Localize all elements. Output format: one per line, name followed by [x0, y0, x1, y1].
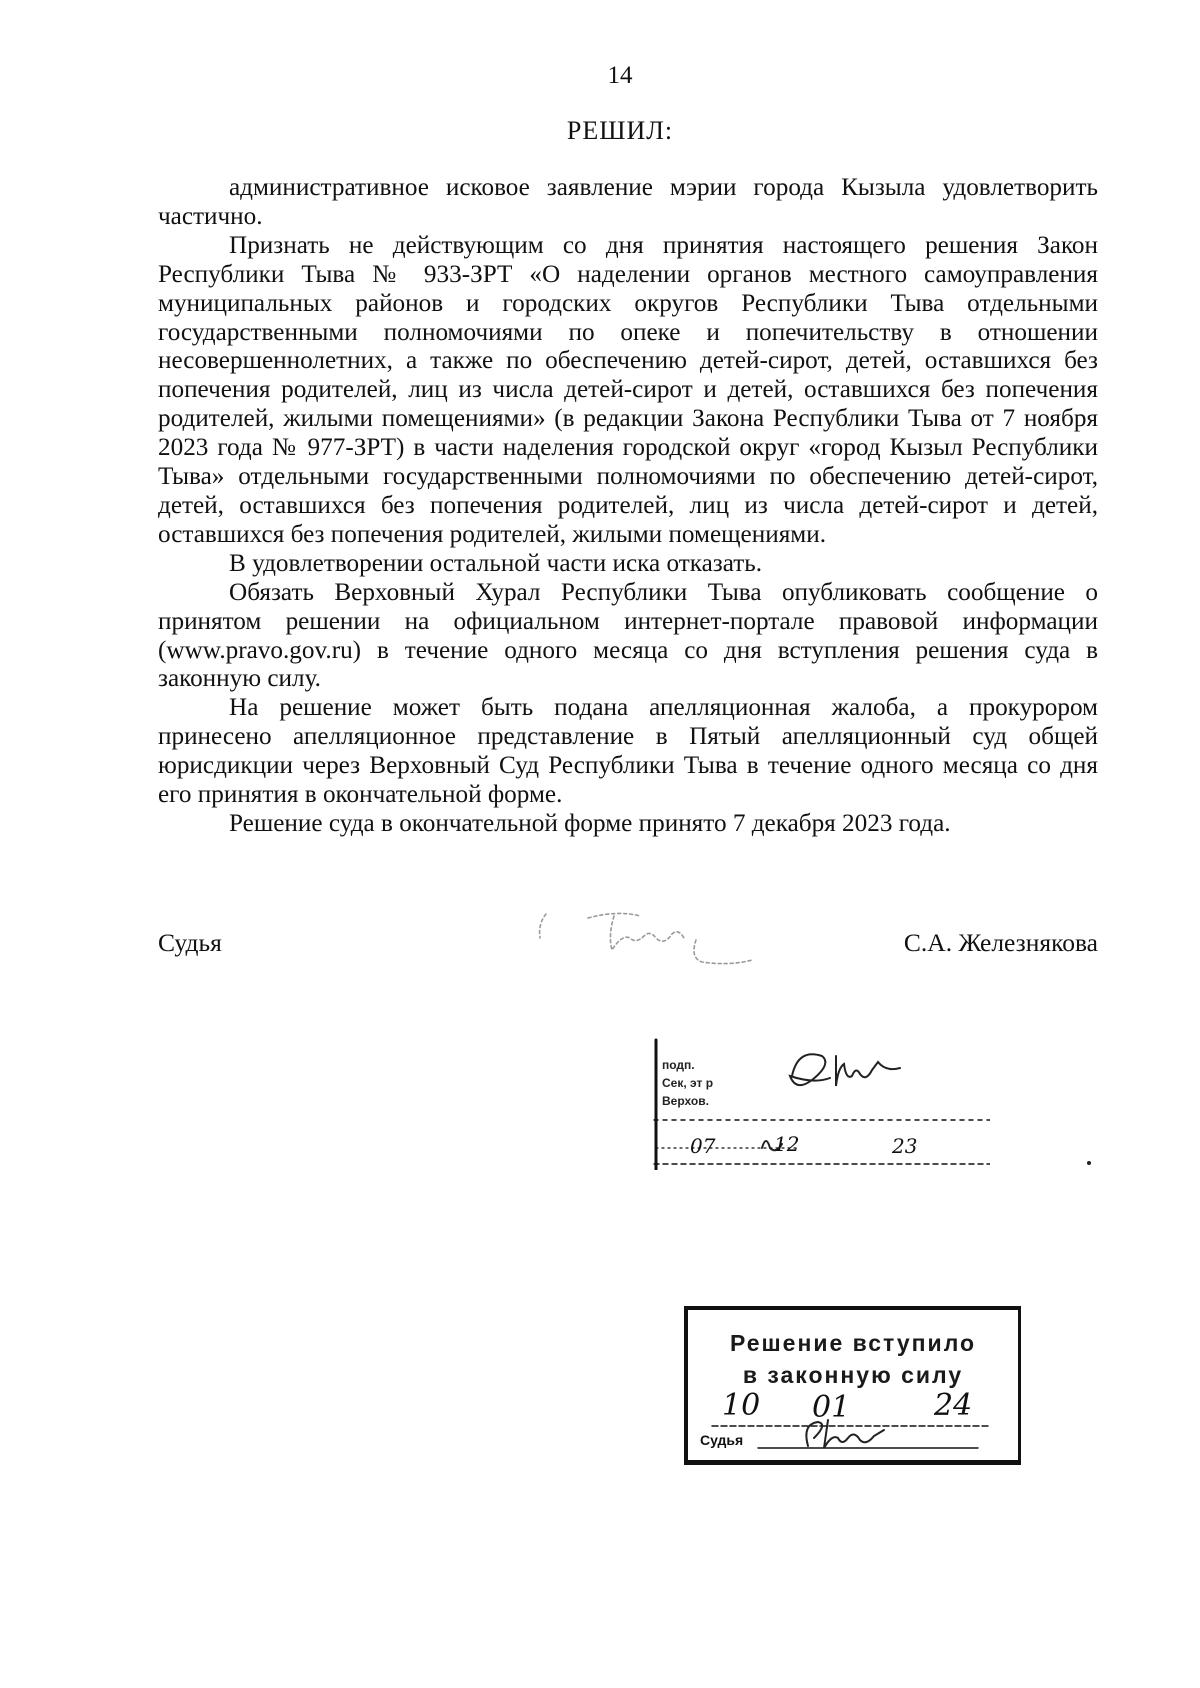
legal-force-line-1: Решение вступило [729, 1330, 977, 1356]
cert-stamp-month: 12 [774, 1132, 800, 1156]
judge-role-label: Судья [158, 928, 222, 957]
cert-stamp-line-3: Верхов. [662, 1094, 709, 1108]
scan-dot [1087, 1161, 1091, 1165]
decision-body [158, 174, 1098, 839]
paragraph-refuse-rest: В удовлетворении остальной части иска отказать. [229, 549, 763, 577]
paragraph-publish-obligation: Обязать Верховный Хурал Республики Тыва опубликовать сообщение о принятом решении на официальном интернет-портале правовой информации (www.pravo.gov.ru) в течение одного месяца со дня вступления решения суда в законную силу. [158, 578, 1098, 693]
certification-stamp [650, 1020, 990, 1170]
decision-heading: РЕШИЛ: [566, 116, 674, 145]
judge-name: С.А. Железнякова [903, 928, 1098, 957]
legal-force-year: 24 [934, 1388, 973, 1423]
paragraph-final-form-date: Решение суда в окончательной форме принято 7 декабря 2023 года. [229, 809, 951, 837]
paragraph-claim: административное исковое заявление мэрии города Кызыла удовлетворить частично. [158, 174, 1098, 230]
cert-stamp-year: 23 [892, 1134, 918, 1158]
legal-force-stamp [684, 1306, 1021, 1465]
cert-stamp-day: 07 [690, 1134, 716, 1158]
cert-stamp-line-2: Сек, эт р [662, 1076, 714, 1090]
cert-stamp-line-1: подп. [662, 1058, 695, 1072]
signature-row [158, 920, 1098, 970]
legal-force-line-2: в законную силу [742, 1362, 964, 1388]
legal-force-stamp-lines [688, 1310, 1018, 1460]
legal-force-judge-label: Судья [700, 1432, 744, 1448]
paragraph-appeal-rights: На решение может быть подана апелляционная жалоба, а прокурором принесено апелляционное представление в Пятый апелляционный суд общей юрисдикции через Верховный Суд Республики Тыва в течение одного месяца со дня его принятия в окончательной форме. [158, 694, 1098, 809]
page-number: 14 [607, 62, 633, 89]
legal-force-day: 10 [722, 1388, 761, 1423]
paragraph-invalidate-law: Признать не действующим со дня принятия настоящего решения Закон Республики Тыва № 933-ЗРТ «О наделении органов местного самоуправления муниципальных районов и городских округов Республики Тыва отдельными государственными полномочиями по опеке и попечительству в отношении несовершеннолетних, а также по обеспечению детей-сирот, детей, оставшихся без попечения родителей, лиц из числа детей-сирот и детей, оставшихся без попечения родителей, жилыми помещениями» (в редакции Закона Республики Тыва от 7 ноября 2023 года № 977-ЗРТ) в части наделения городской округ «город Кызыл Республики Тыва» отдельными государственными полномочиями по обеспечению детей-сирот, детей, оставшихся без попечения родителей, лиц из числа детей-сирот и детей, оставшихся без попечения родителей, жилыми помещениями. [158, 231, 1098, 548]
judge-signature-image [528, 902, 768, 972]
legal-force-month: 01 [812, 1390, 851, 1425]
